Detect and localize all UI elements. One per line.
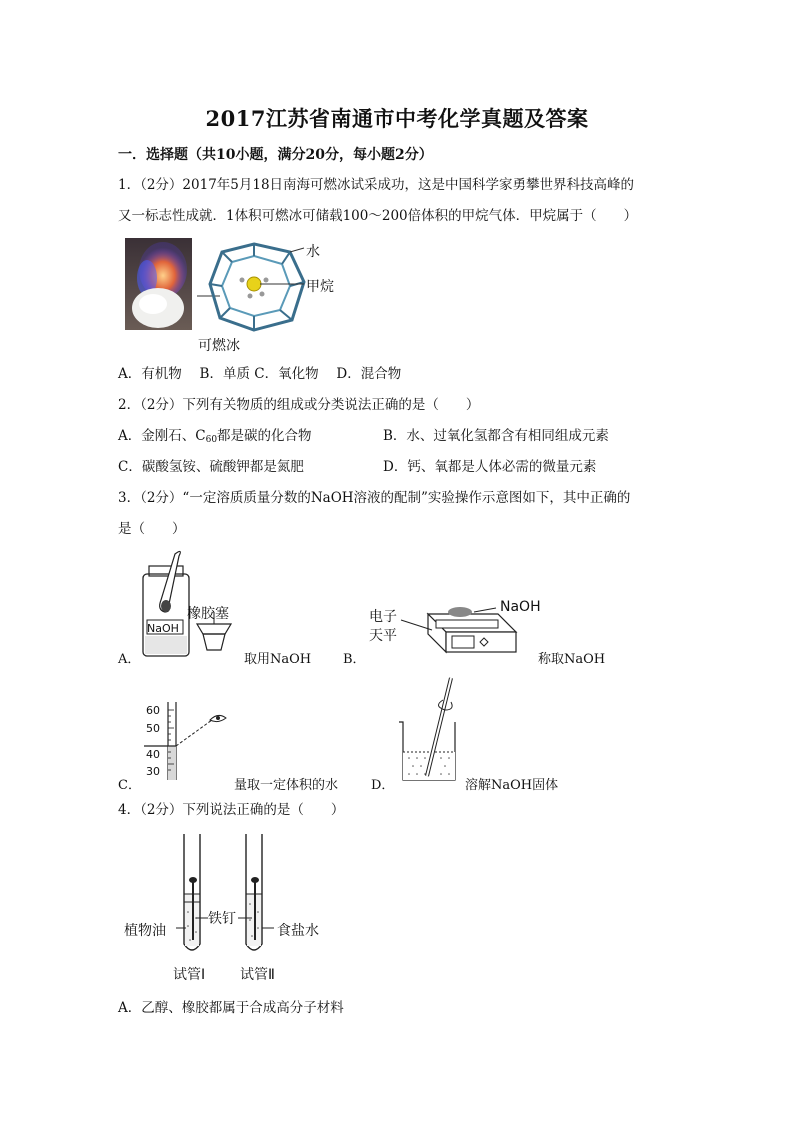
fig-label-water: 水 [306, 244, 320, 260]
section-heading: 一．选择题（共10小题，满分20分，每小题2分） [118, 147, 433, 163]
cylinder-tick-50: 50 [146, 722, 160, 735]
cylinder-tick-40: 40 [146, 748, 160, 761]
q3-option-a-label: A． [118, 652, 141, 667]
q4-option-a: A．乙醇、橡胶都属于合成高分子材料 [118, 1000, 344, 1016]
test-tubes-rusting-diagram [176, 832, 306, 962]
bottle-label-naoh: NaOH [147, 622, 179, 635]
cylinder-tick-30: 30 [146, 765, 160, 778]
burning-ice-photo [125, 238, 192, 330]
q2-option-c: C．碳酸氢铵、硫酸钾都是氮肥 [118, 459, 304, 475]
fig-label-salt-water: 食盐水 [277, 923, 319, 939]
page-title: 2017江苏省南通市中考化学真题及答案 [205, 106, 589, 131]
fig-label-tube-2: 试管Ⅱ [240, 967, 275, 983]
q4-stem: 4．（2分）下列说法正确的是（ ） [118, 802, 345, 818]
fig-label-balance-2: 天平 [369, 628, 397, 644]
q3-option-d-label: D． [371, 778, 395, 793]
beaker-stirring-diagram [393, 676, 473, 786]
q3-option-c-caption: 量取一定体积的水 [234, 778, 339, 793]
fig-caption-combustible-ice: 可燃冰 [198, 338, 240, 354]
fig-label-methane: 甲烷 [306, 279, 334, 295]
q2-option-d: D．钙、氧都是人体必需的微量元素 [383, 459, 597, 475]
fig-label-rubber-stopper: 橡胶塞 [187, 606, 229, 622]
q3-option-b-caption: 称取NaOH [538, 652, 606, 667]
q3-option-a-caption: 取用NaOH [244, 652, 312, 667]
cylinder-tick-60: 60 [146, 704, 160, 717]
q2-option-b: B．水、过氧化氢都含有相同组成元素 [383, 428, 609, 444]
fig-label-vegetable-oil: 植物油 [124, 923, 166, 939]
q3-stem-line1: 3．（2分）“一定溶质质量分数的NaOH溶液的配制”实验操作示意图如下，其中正确的 [118, 490, 631, 506]
fig-label-naoh-b: NaOH [500, 599, 541, 615]
q3-stem-line2: 是（ ） [118, 521, 186, 537]
q2-stem: 2．（2分）下列有关物质的组成或分类说法正确的是（ ） [118, 397, 480, 413]
q2-option-a: A．金刚石、$C_{60}$都是碳的化合物 [118, 428, 312, 445]
fig-label-balance-1: 电子 [369, 609, 397, 625]
methane-clathrate-diagram [192, 240, 392, 340]
fig-label-tube-1: 试管Ⅰ [173, 967, 206, 983]
q3-option-d-caption: 溶解NaOH固体 [465, 778, 559, 793]
fig-label-iron-nail: 铁钉 [208, 911, 236, 927]
q3-option-b-label: B． [343, 652, 366, 667]
q1-options: A．有机物 B．单质 C．氧化物 D．混合物 [118, 366, 402, 382]
q1-stem-line2: 又一标志性成就．1体积可燃冰可储载100～200倍体积的甲烷气体．甲烷属于（ ） [118, 208, 638, 224]
q1-stem-line1: 1．（2分）2017年5月18日南海可燃冰试采成功，这是中国科学家勇攀世界科技高峰的 [118, 177, 635, 193]
q3-option-c-label: C． [118, 778, 141, 793]
